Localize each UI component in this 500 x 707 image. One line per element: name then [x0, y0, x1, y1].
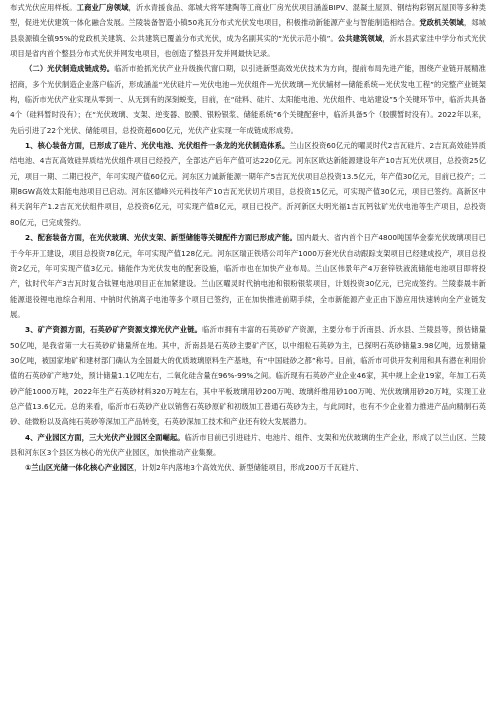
- bold-heading-text: 工商业厂房领域: [76, 3, 129, 12]
- bold-heading-text: 公共建筑领域: [337, 33, 383, 43]
- document-body: [10, 0, 486, 476]
- body-text: 国内最大、省内首个日产4800吨国华金泰光伏玻璃项目已于今年开工建设，项目总投资78亿元，年可实现产值128亿元。河东区瑞正铁塔公司年产1000万套光伏自动跟踪支架项目已经建成投产，项目总投资2亿元，年可实现产值3亿元。储能作为光伏发电的配套设施，临沂市也在加快产业布局。兰山区伟景年产4万套锌铁液流储能电池项目即将投产，钛时代年产3吉瓦时复合钛锂电池项目正在加紧建设。兰山区曜灵时代钠电池和银粉银浆项目，计划投资30亿元，已完成签约。兰陵泰晟丰新能源退役锂电池综合利用、中钠时代钠离子电池等多个项目已签约，正在加快推进前期手续，全市新能源产业正由下游应用快速转向全产业链发展。: [10, 233, 486, 319]
- paragraph: [10, 61, 486, 138]
- paragraph: [10, 230, 486, 322]
- bold-heading-text: 3、矿产资源方面，石英砂矿产资源支撑光伏产业链。: [25, 325, 203, 335]
- body-text: ，计划2年内落地3个高效光伏、新型储能项目，形成200万千瓦硅片、: [134, 463, 364, 473]
- body-text: 临沂市拥有丰富的石英砂矿产资源，主要分布于沂南县、沂水县、兰陵县等，预估储量50亿吨，是我省第一大石英砂矿储量所在地。其中，沂南县是石英砂主要矿产区，以中细粒石英砂为主，已探明石英砂储量3.98亿吨，远景储量30亿吨，被国家地矿和建材部门确认为全国最大的优质玻璃原料生产基地，有“中国硅砂之都”称号。目前，临沂市可供开发利用和具有潜在利用价值的石英砂矿产地7处，预计储量1.1亿吨左右，二氧化硅含量在96%-99%之间。临沂现有石英砂产业企业46家，其中规上企业19家，年加工石英砂产能1000万吨，2022年生产石英砂材料320万吨左右，其中平板玻璃用砂200万吨、玻璃纤维用砂100万吨、光伏玻璃用砂20万吨，实现工业总产值13.6亿元。总的来看，临沂市石英砂产业以销售石英砂原矿和初级加工普通石英砂为主，与此同时，也有不少企业着力推进产品向精制石英砂、硅微粉以及高纯石英砂等深加工产品转变，石英砂深加工技术和产业还有较大发展潜力。: [10, 325, 486, 427]
- paragraph: [10, 322, 486, 429]
- body-text: ，沂水县武家洼中学分布式光伏项目是省内首个整县分布式光伏并网发电项目，也创造了整县开发并网最快记录。: [10, 33, 486, 59]
- bold-heading-text: 4、产业园区方面，三大光伏产业园区全面崛起。: [25, 432, 185, 442]
- body-text: 临沂市目前已引进硅片、电池片、组件、支架和光伏玻璃的生产企业，形成了以兰山区、兰陵县和河东区3个县区为核心的光伏产业园区，加快推动产业集聚。: [10, 432, 486, 457]
- paragraph: [10, 0, 486, 61]
- body-text: ，郯城县泉源镇全镇95%的党政机关建筑、公共建筑已覆盖分布式光伏，成为名副其实的“光伏示范小镇”。: [10, 18, 486, 43]
- body-text: 兰山区投资60亿元的曜灵时代2吉瓦硅片、2吉瓦高效硅异质结电池、4吉瓦高效硅异质结光伏组件项目已经投产，全部达产后年产值可达220亿元。河东区欧达新能源建设年产10吉瓦光伏项目，总投资25亿元，项目一期、二期已投产，年可实现产值60亿元。河东区力诚新能源一期年产5吉瓦光伏项目总投资13.5亿元，年产值30亿元，目前已投产；二期8GW高效太阳能电池项目已启动。河东区德峰兴元科技年产10吉瓦光伏切片项目，总投资15亿元，可实现产值30亿元，项目已签约。高新区中科天润年产1.2吉瓦光伏组件项目，总投资6亿元，可实现产值8亿元，项目已投产。沂河新区大明光福1吉瓦钙钛矿光伏电池等生产项目，总投资80亿元，已完成签约。: [10, 141, 487, 227]
- bold-heading-text: 1、核心装备方面，已形成了硅片、光伏电池、光伏组件一条龙的光伏制造体系。: [25, 141, 290, 151]
- bold-heading-text: （二）光伏制造成链成势。: [25, 64, 115, 74]
- bold-heading-text: 2、配套装备方面，在光伏玻璃、光伏支架、新型储能等关键配件方面已形成产能。: [25, 233, 297, 243]
- body-text: 布式光伏应用样板。: [10, 3, 77, 12]
- body-text: ，沂水青援食品、郯城大将军建陶等工商业厂房光伏项目涵盖BIPV、混凝土屋顶、钢结构彩钢瓦屋顶等多种类型，促进光伏建筑一体化融合发展。兰陵装备智造小镇50兆瓦分布式光伏发电项目，积极推动新能源产业与智能制造相结合。: [10, 3, 487, 28]
- paragraph: [10, 138, 486, 230]
- body-text: 临沂市抢抓光伏产业升级换代窗口期，以引进新型高效光伏技术为方向，提前布局先进产能，围绕产业链开展精准招商，多个光伏制造企业落户临沂，形成涵盖“光伏硅片—光伏电池—光伏组件—光伏玻璃—光伏辅材—储能系统—光伏发电工程”的完整产业链架构，临沂市光伏产业实现从零到一、从无到有的深刻蜕变，目前，在“硅料、硅片、太阳能电池、光伏组件、电站建设”5个关键环节中，临沂共具备4个（硅料暂时没有）；在“光伏玻璃、支架、逆变器、胶膜、银粉银浆、储能系统”6个关键配套中，临沂具备5个（胶膜暂时没有）。2022年以来，先后引进了22个光伏、储能项目，总投资超600亿元，光伏产业实现一年成链成形成势。: [10, 64, 486, 135]
- bold-heading-text: ①兰山区光储一体化核心产业园区: [25, 463, 135, 473]
- bold-heading-text: 党政机关领域: [419, 18, 464, 28]
- paragraph: [10, 460, 486, 475]
- paragraph: [10, 430, 486, 461]
